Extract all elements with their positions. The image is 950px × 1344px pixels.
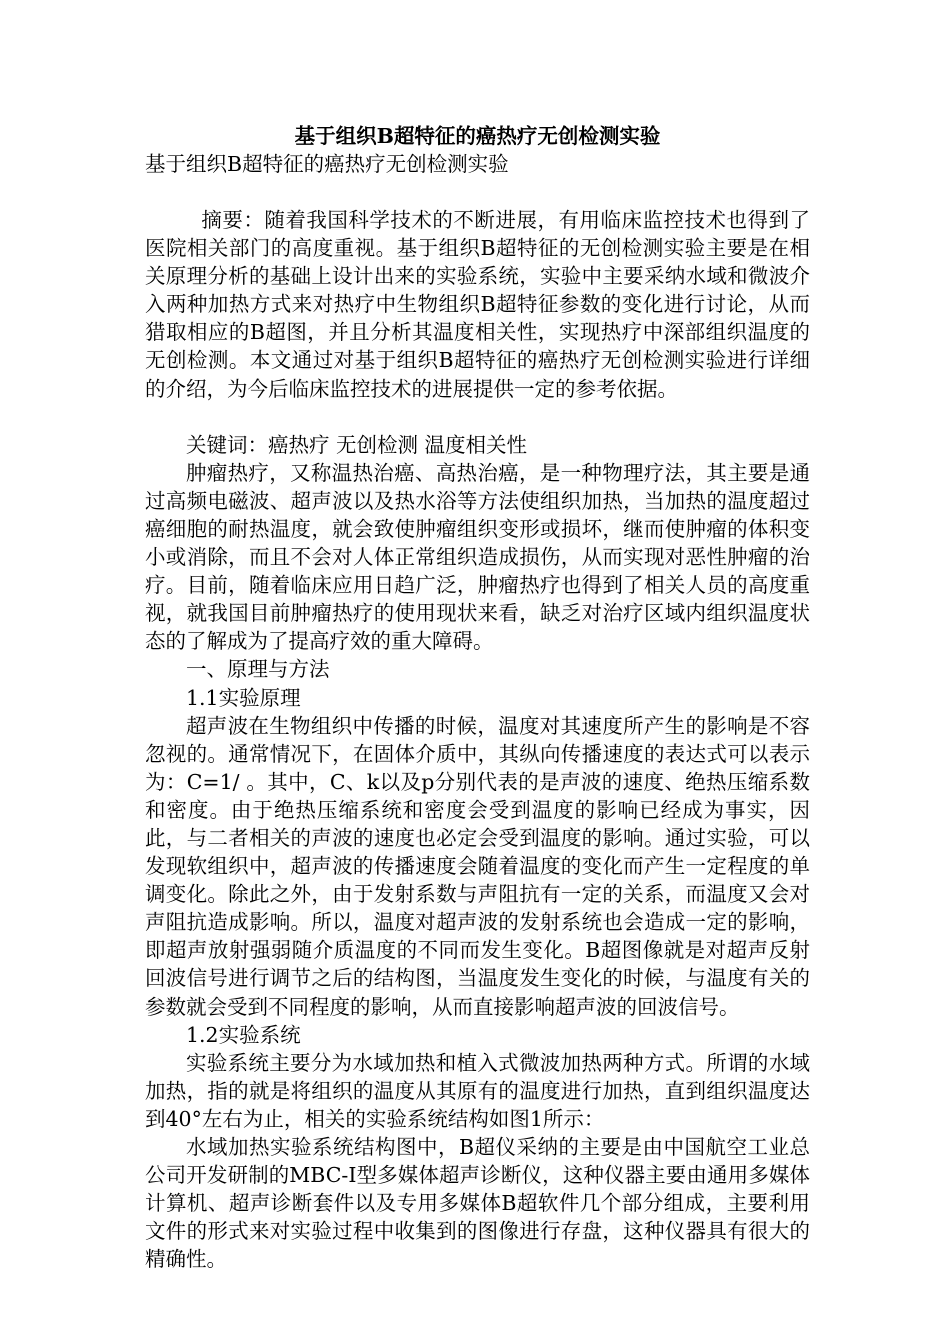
blank-line [145, 403, 810, 431]
subsection-heading: 1.1实验原理 [186, 685, 301, 710]
body-paragraph: 实验系统主要分为水域加热和植入式微波加热两种方式。所谓的水域加热，指的就是将组织的温度从其原有的温度进行加热，直到组织温度达到40°左右为止，相关的实验系统结构如图1所示： [145, 1050, 810, 1131]
body-paragraph: 超声波在生物组织中传播的时候，温度对其速度所产生的影响是不容忽视的。通常情况下，在固体介质中，其纵向传播速度的表达式可以表示为：C=1/ 。其中，C、k以及p分别代表的是声波的速度、绝热压缩系数和密度。由于绝热压缩系统和密度会受到温度的影响已经成为事实，因此，与二者相关的声波的速度也必定会受到温度的影响。通过实验，可以发现软组织中，超声波的传播速度会随着温度的变化而产生一定程度的单调变化。除此之外，由于发射系数与声阻抗有一定的关系，而温度又会对声阻抗造成影响。所以，温度对超声波的发射系统也会造成一定的影响，即超声放射强弱随介质温度的不同而发生变化。B超图像就是对超声反射回波信号进行调节之后的结构图，当温度发生变化的时候，与温度有关的参数就会受到不同程度的影响，从而直接影响超声波的回波信号。 [145, 713, 810, 1019]
abstract-paragraph: 摘要：随着我国科学技术的不断进展，有用临床监控技术也得到了医院相关部门的高度重视。基于组织B超特征的无创检测实验主要是在相关原理分析的基础上设计出来的实验系统，实验中主要采纳水域和微波介入两种加热方式来对热疗中生物组织B超特征参数的变化进行讨论，从而猎取相应的B超图，并且分析其温度相关性，实现热疗中深部组织温度的无创检测。本文通过对基于组织B超特征的癌热疗无创检测实验进行详细的介绍，为今后临床监控技术的进展提供一定的参考依据。 [145, 208, 810, 401]
body-paragraph: 水域加热实验系统结构图中，B超仪采纳的主要是由中国航空工业总公司开发研制的MBC-I型多媒体超声诊断仪，这种仪器主要由通用多媒体计算机、超声诊断套件以及专用多媒体B超软件几个部分组成，主要利用文件的形式来对实验过程中收集到的图像进行存盘，这种仪器具有很大的精确性。 [145, 1135, 810, 1272]
blank-line [145, 178, 810, 206]
subsection-heading: 1.2实验系统 [186, 1022, 301, 1047]
intro-paragraph: 肿瘤热疗，又称温热治癌、高热治癌，是一种物理疗法，其主要是通过高频电磁波、超声波以及热水浴等方法使组织加热，当加热的温度超过癌细胞的耐热温度，就会致使肿瘤组织变形或损坏，继而使肿瘤的体积变小或消除，而且不会对人体正常组织造成损伤，从而实现对恶性肿瘤的治疗。目前，随着临床应用日趋广泛，肿瘤热疗也得到了相关人员的高度重视，就我国目前肿瘤热疗的使用现状来看，缺乏对治疗区域内组织温度状态的了解成为了提高疗效的重大障碍。 [145, 460, 810, 654]
document-page [145, 122, 810, 1273]
section-heading: 一、原理与方法 [186, 657, 330, 682]
document-title: 基于组织B超特征的癌热疗无创检测实验 [294, 124, 661, 148]
keywords-line: 关键词：癌热疗 无创检测 温度相关性 [186, 432, 528, 457]
document-subtitle: 基于组织B超特征的癌热疗无创检测实验 [145, 152, 509, 176]
